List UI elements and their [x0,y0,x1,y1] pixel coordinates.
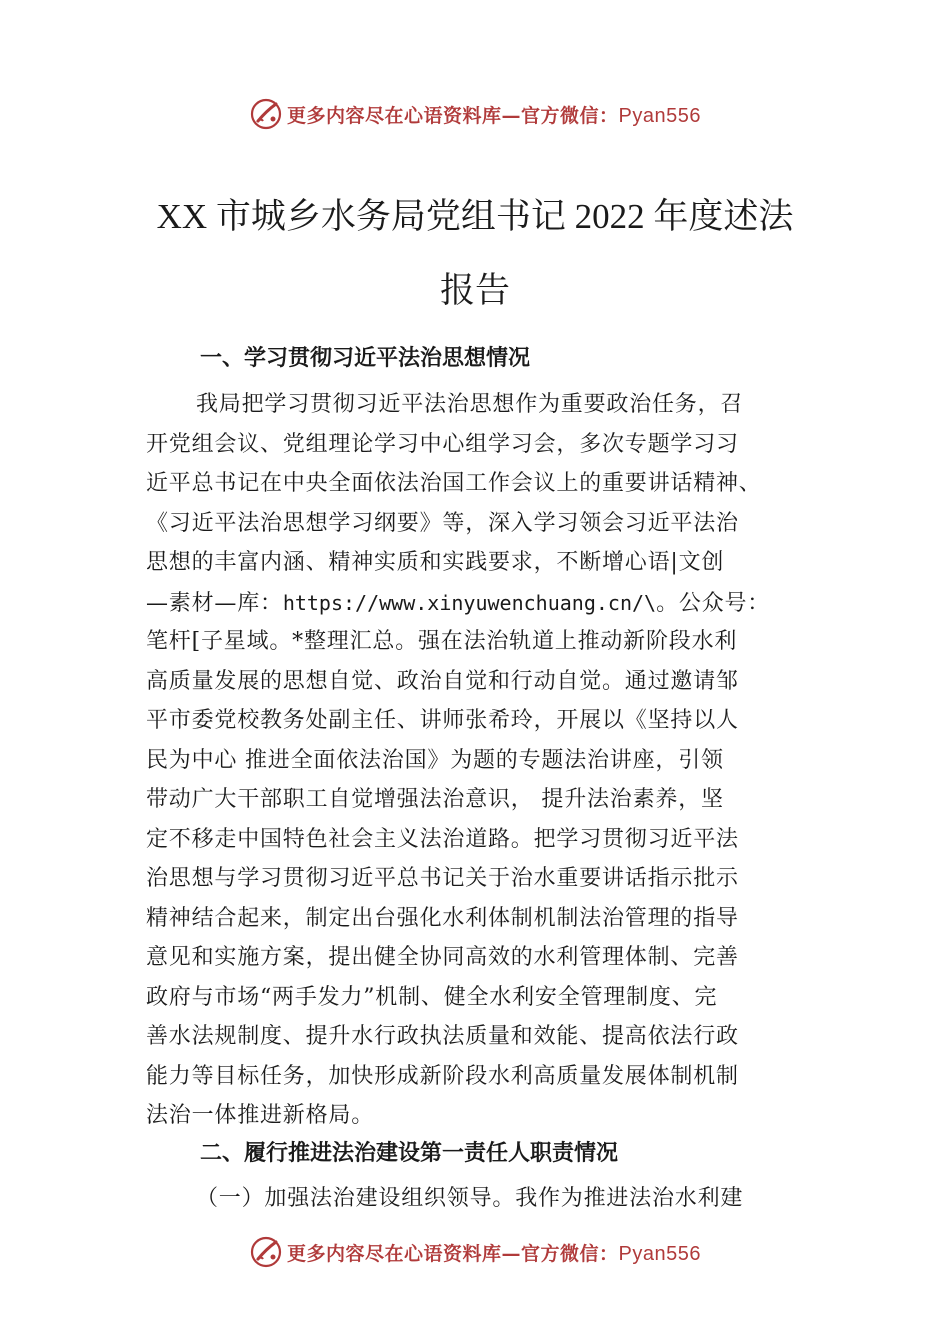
brush-logo-icon [249,1235,283,1269]
body-line: 意见和实施方案，提出健全协同高效的水利管理体制、完善 [146,945,739,970]
body-line: （一）加强法治建设组织领导。我作为推进法治水利建 [196,1186,744,1211]
body-line: 法治一体推进新格局。 [146,1103,375,1128]
section-1-heading: 一、学习贯彻习近平法治思想情况 [200,346,531,371]
footer-watermark-banner [0,1230,950,1274]
body-line: 民为中心 推进全面依法治国》为题的专题法治讲座，引领 [146,748,724,773]
body-line: 思想的丰富内涵、精神实质和实践要求，不断增心语|文创 [146,550,725,575]
source-url: https://www.xinyuwenchuang.cn/\ [282,591,657,615]
body-line: 精神结合起来，制定出台强化水利体制机制法治管理的指导 [146,906,739,931]
body-line: 平市委党校教务处副主任、讲师张希玲，开展以《坚持以人 [146,708,739,733]
title-line-2: 报告 [439,271,510,310]
body-line: 带动广大干部职工自觉增强法治意识， 提升法治素养，坚 [146,787,724,812]
body-line: 我局把学习贯彻习近平法治思想作为重要政治任务，召 [196,392,744,417]
body-line: 治思想与学习贯彻习近平总书记关于治水重要讲话指示批示 [146,866,739,891]
banner-wechat-id: Pyan556 [618,1242,701,1265]
body-line: 开党组会议、党组理论学习中心组学习会，多次专题学习习 [146,432,739,457]
banner-wechat-id: Pyan556 [618,104,701,127]
body-line: 《习近平法治思想学习纲要》等，深入学习领会习近平法治 [146,511,739,536]
section-2-heading: 二、履行推进法治建设第一责任人职责情况 [200,1141,619,1166]
url-line: —素材—库：https://www.xinyuwenchuang.cn/\。公众号： [146,591,771,616]
body-line: 笔杆[子星域。*整理汇总。强在法治轨道上推动新阶段水利 [146,629,738,654]
body-line: 高质量发展的思想自觉、政治自觉和行动自觉。通过邀请邹 [146,669,739,694]
body-line: 定不移走中国特色社会主义法治道路。把学习贯彻习近平法 [146,827,739,852]
document-title [100,180,850,328]
banner-text: 更多内容尽在心语资料库—官方微信：Pyan556 [287,104,701,127]
body-line: 政府与市场“两手发力”机制、健全水利安全管理制度、完 [146,985,718,1010]
brush-logo-icon [249,97,283,131]
body-line: 能力等目标任务，加快形成新阶段水利高质量发展体制机制 [146,1064,739,1089]
banner-text: 更多内容尽在心语资料库—官方微信：Pyan556 [287,1242,701,1265]
body-line: 善水法规制度、提升水行政执法质量和效能、提高依法行政 [146,1024,739,1049]
title-line-1: XX 市城乡水务局党组书记 2022 年度述法 [156,197,794,236]
header-watermark-banner [0,92,950,136]
body-line: 近平总书记在中央全面依法治国工作会议上的重要讲话精神、 [146,471,762,496]
